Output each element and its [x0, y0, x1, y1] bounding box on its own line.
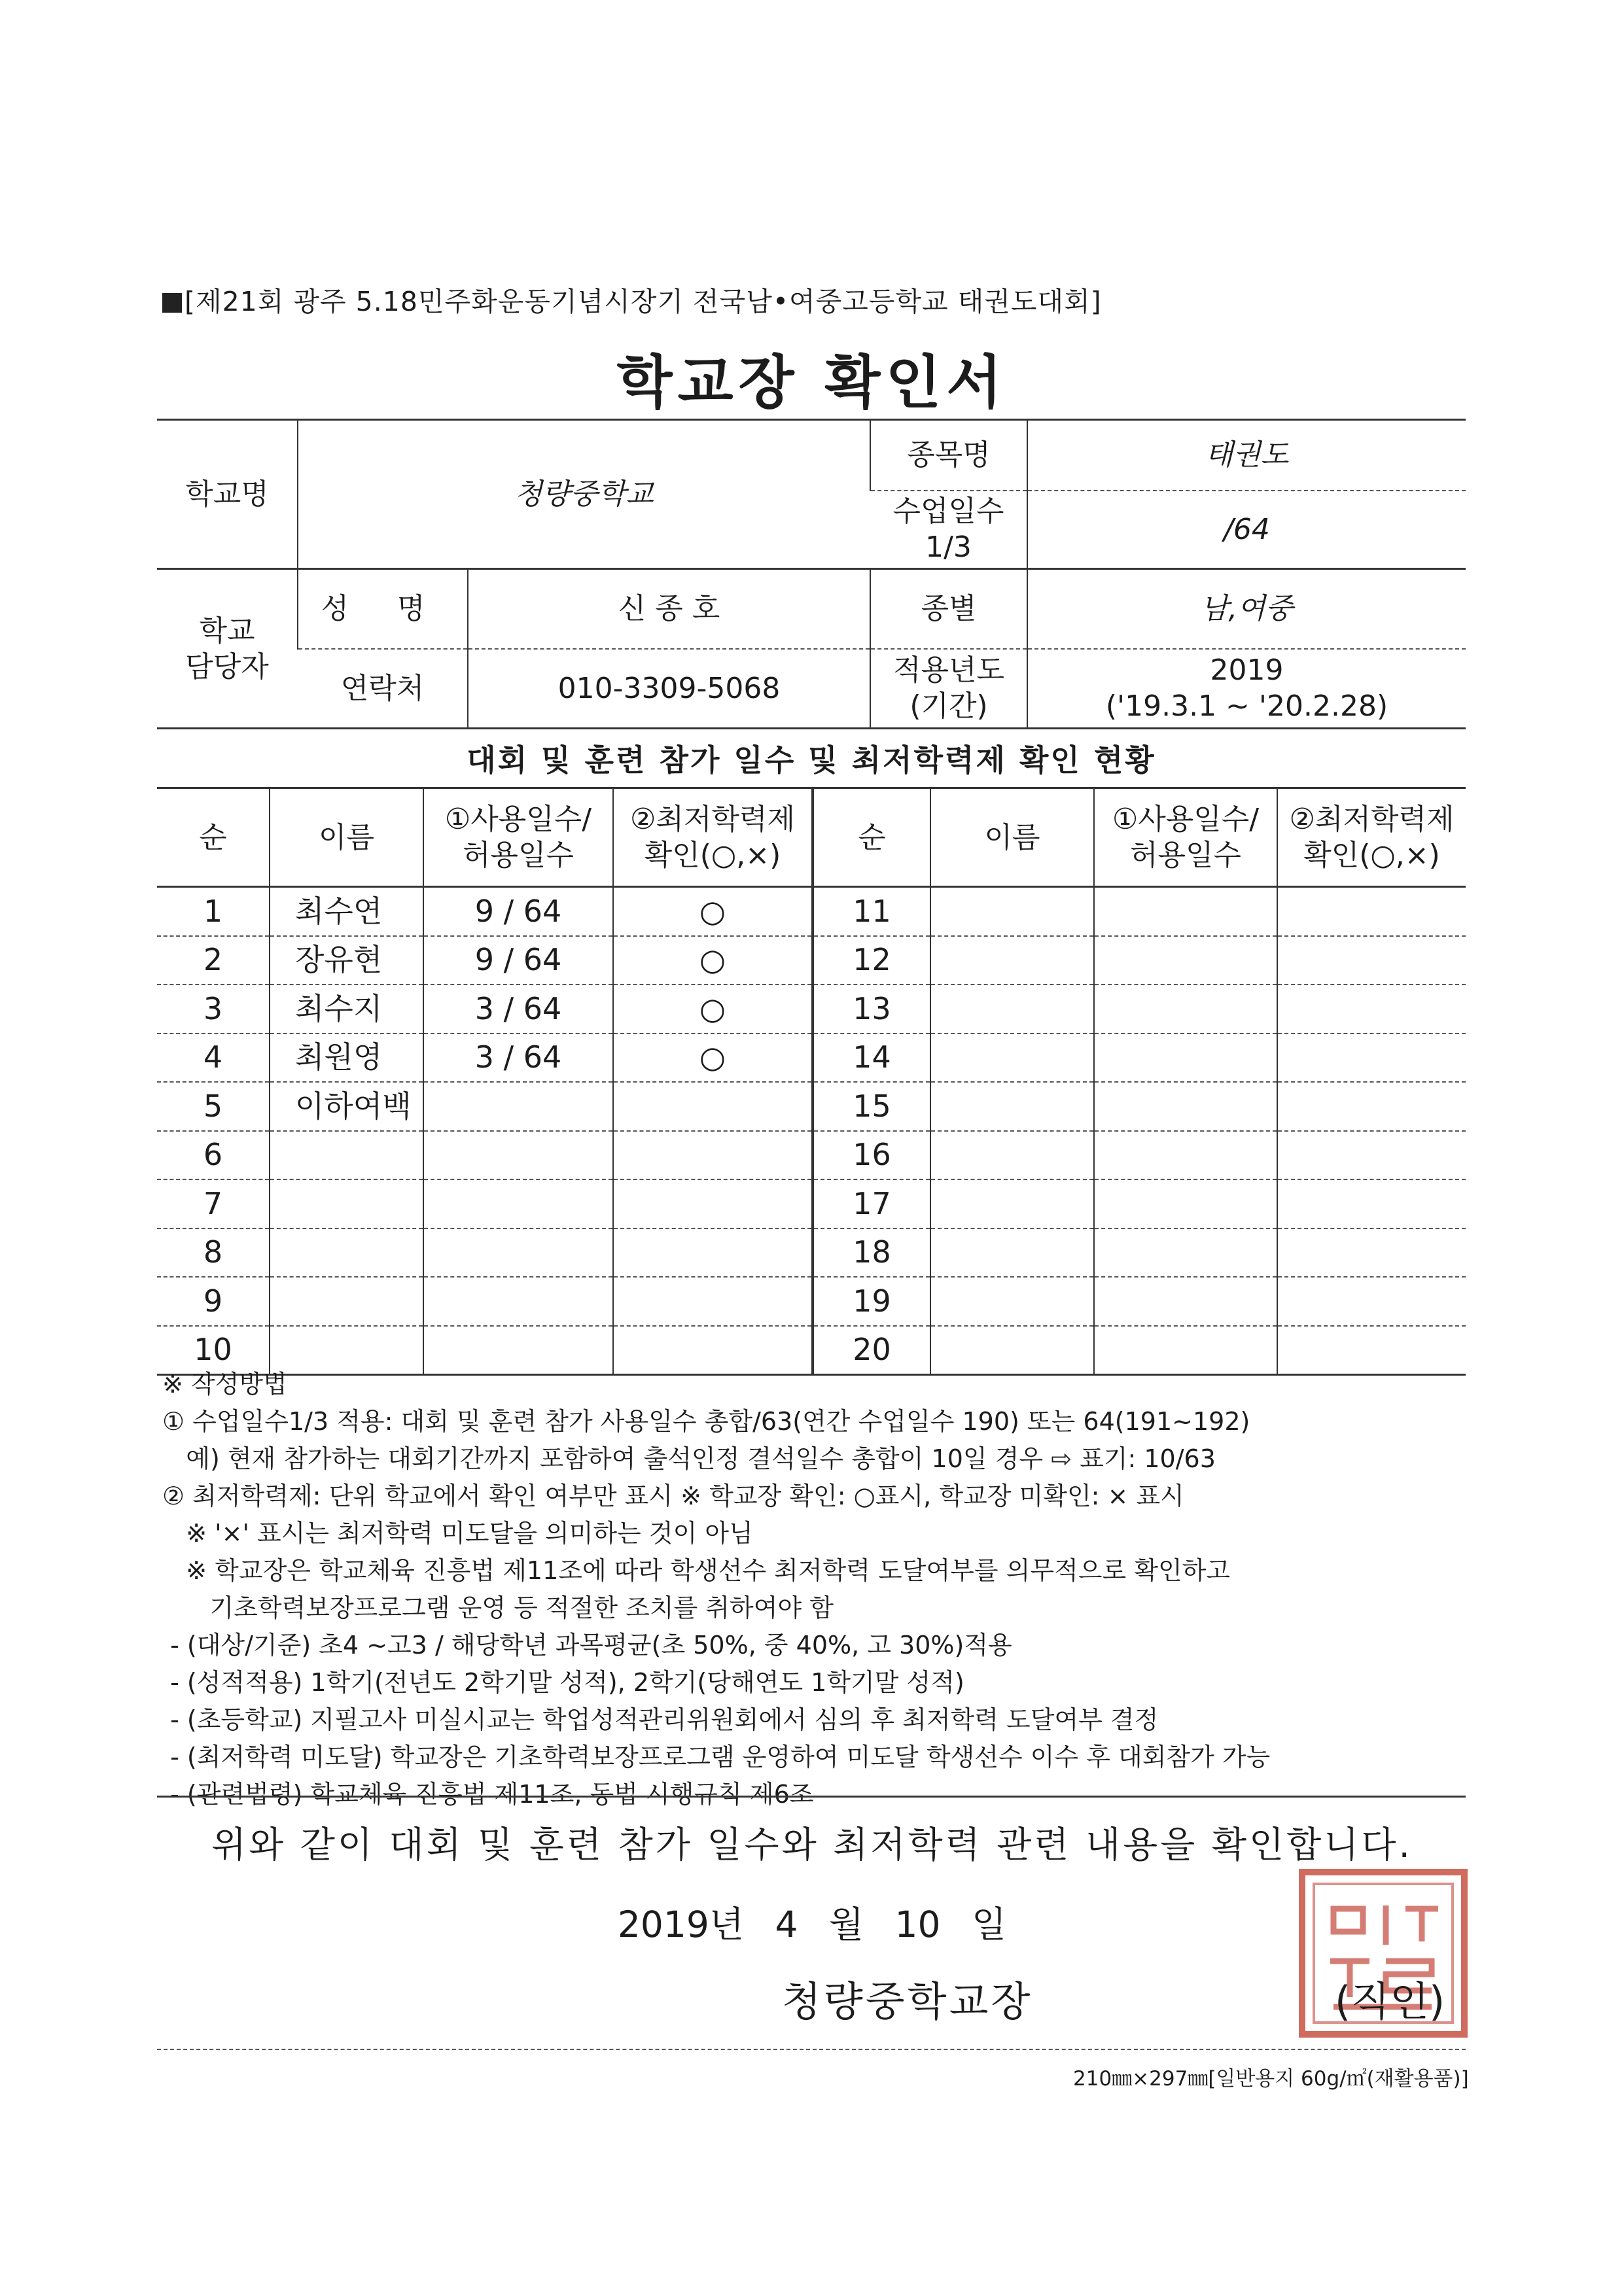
row-name-right — [930, 984, 1094, 1034]
row-name: 최원영 — [270, 1034, 423, 1083]
header-check-right — [1277, 788, 1466, 887]
note-line: - (대상/기준) 초4 ~고3 / 해당학년 과목평균(초 50%, 중 40%, 고 30%)적용 — [162, 1631, 1012, 1660]
row-name-right — [930, 1131, 1094, 1180]
row-no-right: 18 — [813, 1228, 930, 1278]
header-days-right-line1: ①사용일수/ — [1112, 803, 1260, 836]
manager-name: 신 종 호 — [468, 569, 870, 649]
table-row — [157, 1082, 1466, 1131]
event-title-text: [제21회 광주 5.18민주화운동기념시장기 전국남•여중고등학교 태권도대회] — [185, 286, 1102, 317]
header-name-right: 이름 — [930, 788, 1094, 887]
contact-label: 연락처 — [298, 649, 468, 729]
row-check — [613, 1228, 813, 1278]
row-no-right: 17 — [813, 1179, 930, 1228]
row-name-right — [930, 1034, 1094, 1083]
row-days-right — [1094, 1082, 1277, 1131]
row-name-right — [930, 936, 1094, 985]
row-no-right: 19 — [813, 1277, 930, 1326]
row-days — [423, 1131, 613, 1180]
table-header-row — [157, 788, 1466, 887]
row-no-right: 15 — [813, 1082, 930, 1131]
period-text: ('19.3.1 ~ '20.2.28) — [1105, 689, 1388, 723]
date-text: 2019년 4 월 10 일 — [617, 1904, 1007, 1945]
header-check-line2: 확인(○,×) — [644, 839, 781, 872]
row-days-right — [1094, 936, 1277, 985]
row-no: 4 — [157, 1034, 270, 1083]
row-check-right — [1277, 887, 1466, 936]
row-name — [270, 1131, 423, 1180]
row-no: 5 — [157, 1082, 270, 1131]
paper-spec-footer: 210㎜×297㎜[일반용지 60g/㎡(재활용품)] — [1073, 2067, 1469, 2091]
row-check — [613, 1179, 813, 1228]
row-no-right: 16 — [813, 1131, 930, 1180]
school-info-table — [157, 419, 1466, 729]
header-days-line2: 허용일수 — [462, 839, 574, 872]
row-days — [423, 1228, 613, 1278]
document-title: 학교장 확인서 — [616, 349, 1008, 416]
header-check-right-line2: 확인(○,×) — [1303, 839, 1440, 872]
row-check: ○ — [613, 887, 813, 936]
row-days-right — [1094, 1179, 1277, 1228]
row-check-right — [1277, 1228, 1466, 1278]
footer-divider — [157, 2049, 1466, 2050]
row-name-right — [930, 887, 1094, 936]
row-name — [270, 1179, 423, 1228]
row-name-right — [930, 1228, 1094, 1278]
table-row — [157, 1228, 1466, 1278]
row-check: ○ — [613, 1034, 813, 1083]
row-days-right — [1094, 984, 1277, 1034]
row-no: 7 — [157, 1179, 270, 1228]
row-no: 10 — [157, 1326, 270, 1375]
header-check-right-line1: ②최저학력제 — [1289, 803, 1455, 836]
row-days: 9 / 64 — [423, 887, 613, 936]
divider — [157, 1796, 1466, 1798]
row-days: 3 / 64 — [423, 1034, 613, 1083]
section-title: 대회 및 훈련 참가 일수 및 최저학력제 확인 현황 — [467, 742, 1156, 778]
note-line: ※ '×' 표시는 최저학력 미도달을 의미하는 것이 아님 — [162, 1519, 753, 1548]
class-days-label — [870, 491, 1027, 569]
contact-value: 010-3309-5068 — [468, 649, 870, 729]
writing-instructions — [162, 1366, 1471, 1813]
table-row — [157, 1179, 1466, 1228]
square-bullet-icon — [162, 293, 182, 313]
row-check — [613, 1131, 813, 1180]
row-days: 9 / 64 — [423, 936, 613, 985]
table-row — [157, 1131, 1466, 1180]
row-check-right — [1277, 1277, 1466, 1326]
row-days — [423, 1082, 613, 1131]
header-name: 이름 — [270, 788, 423, 887]
school-label: 학교명 — [157, 420, 298, 569]
row-name — [270, 1277, 423, 1326]
sport-label: 종목명 — [870, 420, 1027, 491]
row-no: 6 — [157, 1131, 270, 1180]
row-check: ○ — [613, 984, 813, 1034]
note-line: ② 최저학력제: 단위 학교에서 확인 여부만 표시 ※ 학교장 확인: ○표시, 학교장 미확인: × 표시 — [162, 1482, 1184, 1510]
header-days-line1: ①사용일수/ — [444, 803, 592, 836]
header-no-right: 순 — [813, 788, 930, 887]
year-label-line1: 적용년도 — [892, 653, 1004, 687]
row-days — [423, 1179, 613, 1228]
gender-value: 남,여중 — [1027, 569, 1466, 649]
sport-value: 태권도 — [1027, 420, 1466, 491]
attendance-table — [157, 787, 1466, 1376]
class-days-value: /64 — [1027, 491, 1466, 569]
confirmation-text: 위와 같이 대회 및 훈련 참가 일수와 최저학력 관련 내용을 확인합니다. — [211, 1824, 1413, 1866]
row-check-right — [1277, 1034, 1466, 1083]
row-no-right: 20 — [813, 1326, 930, 1375]
row-check: ○ — [613, 936, 813, 985]
year-text: 2019 — [1210, 653, 1284, 687]
row-days — [423, 1277, 613, 1326]
table-row — [157, 887, 1466, 936]
manager-label-line2: 담당자 — [185, 650, 269, 684]
header-days-right — [1094, 788, 1277, 887]
row-days-right — [1094, 1131, 1277, 1180]
header-check-line1: ②최저학력제 — [630, 803, 795, 836]
row-days-right — [1094, 887, 1277, 936]
year-label — [870, 649, 1027, 729]
attendance-rows — [157, 887, 1466, 1375]
row-days-right — [1094, 1034, 1277, 1083]
school-name: 청량중학교 — [298, 420, 870, 569]
note-line: - (관련법령) 학교체육 진흥법 제11조, 동법 시행규칙 제6조 — [162, 1780, 814, 1809]
row-name: 장유현 — [270, 936, 423, 985]
row-check — [613, 1082, 813, 1131]
row-name — [270, 1228, 423, 1278]
row-check-right — [1277, 936, 1466, 985]
row-days-right — [1094, 1277, 1277, 1326]
row-name-right — [930, 1277, 1094, 1326]
row-name: 최수연 — [270, 887, 423, 936]
gender-label: 종별 — [870, 569, 1027, 649]
row-days-right — [1094, 1228, 1277, 1278]
header-days-right-line2: 허용일수 — [1129, 839, 1241, 872]
header-no: 순 — [157, 788, 270, 887]
official-seal-label: (직인) — [1335, 1977, 1445, 2025]
row-check-right — [1277, 1082, 1466, 1131]
manager-label — [157, 569, 298, 729]
table-row — [157, 1034, 1466, 1083]
note-line: - (최저학력 미도달) 학교장은 기초학력보장프로그램 운영하여 미도달 학생선수 이수 후 대회참가 가능 — [162, 1743, 1271, 1771]
principal-name: 청량중학교장 — [782, 1977, 1033, 2025]
year-value — [1027, 649, 1466, 729]
row-no-right: 11 — [813, 887, 930, 936]
note-line: 기초학력보장프로그램 운영 등 적절한 조치를 취하여야 함 — [162, 1593, 834, 1622]
row-check — [613, 1277, 813, 1326]
row-check-right — [1277, 1131, 1466, 1180]
row-no: 2 — [157, 936, 270, 985]
row-no-right: 14 — [813, 1034, 930, 1083]
row-no: 3 — [157, 984, 270, 1034]
row-no: 9 — [157, 1277, 270, 1326]
class-days-label-line1: 수업일수 — [892, 495, 1004, 529]
row-no: 1 — [157, 887, 270, 936]
class-days-label-line2: 1/3 — [925, 531, 972, 565]
name-label: 성 명 — [298, 569, 468, 649]
row-name-right — [930, 1179, 1094, 1228]
note-line: - (초등학교) 지필고사 미실시교는 학업성적관리위원회에서 심의 후 최저학력 도달여부 결정 — [162, 1705, 1159, 1734]
event-title — [162, 280, 1102, 319]
row-name-right — [930, 1082, 1094, 1131]
row-no-right: 12 — [813, 936, 930, 985]
manager-label-line1: 학교 — [199, 614, 255, 648]
header-days — [423, 788, 613, 887]
note-line: ※ 학교장은 학교체육 진흥법 제11조에 따라 학생선수 최저학력 도달여부를 의무적으로 확인하고 — [162, 1556, 1231, 1585]
row-days: 3 / 64 — [423, 984, 613, 1034]
table-row — [157, 984, 1466, 1034]
row-name: 최수지 — [270, 984, 423, 1034]
note-line: 예) 현재 참가하는 대회기간까지 포함하여 출석인정 결석일수 총합이 10일 경우 ⇨ 표기: 10/63 — [162, 1444, 1216, 1473]
table-row — [157, 1277, 1466, 1326]
row-name: 이하여백 — [270, 1082, 423, 1131]
row-check-right — [1277, 1179, 1466, 1228]
note-line: ※ 작성방법 — [162, 1370, 287, 1399]
note-line: ① 수업일수1/3 적용: 대회 및 훈련 참가 사용일수 총합/63(연간 수업일수 190) 또는 64(191~192) — [162, 1407, 1250, 1436]
header-check — [613, 788, 813, 887]
row-check-right — [1277, 984, 1466, 1034]
year-label-line2: (기간) — [909, 689, 988, 723]
table-row — [157, 936, 1466, 985]
note-line: - (성적적용) 1학기(전년도 2학기말 성적), 2학기(당해연도 1학기말 성적) — [162, 1668, 964, 1697]
row-no: 8 — [157, 1228, 270, 1278]
row-no-right: 13 — [813, 984, 930, 1034]
